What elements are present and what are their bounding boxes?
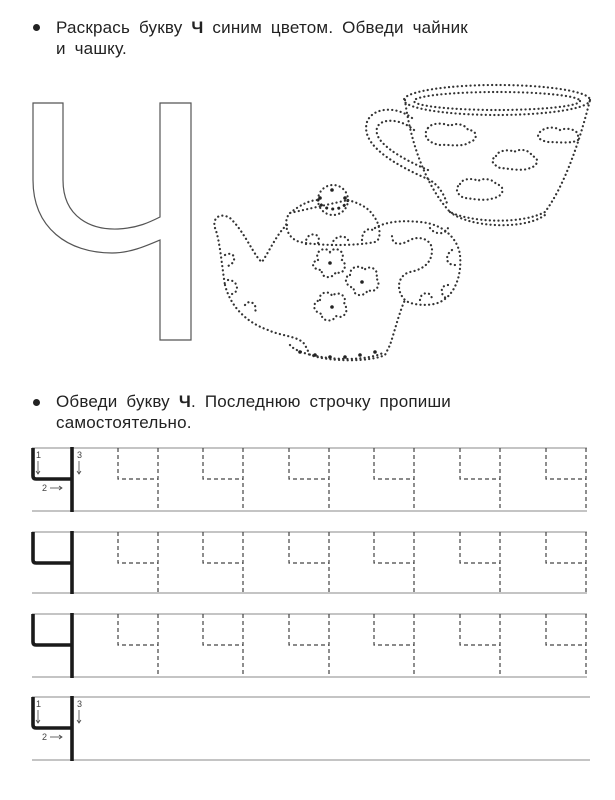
instruction-task-2-line-2: самостоятельно. xyxy=(56,413,192,432)
traceable-letters-row-3[interactable] xyxy=(118,614,586,677)
sample-letter-row-4 xyxy=(33,696,82,761)
traceable-letters-row-2[interactable] xyxy=(118,532,586,593)
big-letter-outline xyxy=(33,103,191,340)
stroke-hint-2: 2 xyxy=(42,732,48,742)
instruction-task-1-line-2: и чашку. xyxy=(56,39,127,58)
instruction-letter: Ч xyxy=(191,18,204,37)
instruction-text: Раскрась букву xyxy=(56,18,192,37)
sample-letter-row-1 xyxy=(33,447,82,512)
instruction-text: . Последнюю строчку пропиши xyxy=(190,392,452,411)
sample-letter-row-3 xyxy=(33,613,72,678)
sample-letter-row-2 xyxy=(33,531,72,594)
instruction-letter: Ч xyxy=(178,392,191,411)
stroke-hint-1: 1 xyxy=(36,450,42,460)
stroke-hint-3: 3 xyxy=(77,699,83,709)
stroke-hint-2: 2 xyxy=(42,483,48,493)
instruction-text: синим цветом. Обведи чайник xyxy=(203,18,468,37)
stroke-hint-1: 1 xyxy=(36,699,42,709)
writing-row-4[interactable] xyxy=(32,697,590,760)
traceable-letters-row-1[interactable] xyxy=(118,448,586,511)
instruction-text: Обведи букву xyxy=(56,392,179,411)
teacup-dotted xyxy=(366,85,590,225)
teapot-dotted xyxy=(214,185,460,360)
stroke-hint-3: 3 xyxy=(77,450,83,460)
